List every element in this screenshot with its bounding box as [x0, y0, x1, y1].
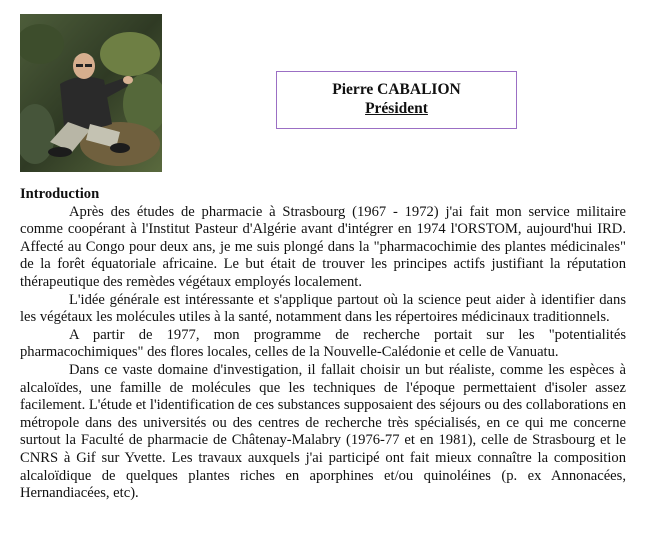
section-heading: Introduction — [20, 186, 100, 202]
paragraph-3: A partir de 1977, mon programme de recherche portait sur les "potentialités pharmacochimiques" des flores locales, celles de la Nouvelle-Calédonie et celle de Vanuatu. — [20, 326, 626, 361]
paragraph-1: Après des études de pharmacie à Strasbourg (1967 - 1972) j'ai fait mon service militaire comme coopérant à l'Institut Pasteur d'Algérie avant d'intégrer en 1974 l'ORSTOM, aujourd'hui IRD. Affecté au Congo pour deux ans, je me suis plongé dans la "pharmacochimie des plantes médicinales" de la forêt équatoriale africaine. Le but était de trouver les principes actifs justifiant la réputation thérapeutique des remèdes végétaux employés localement. — [20, 203, 626, 290]
introduction-section — [20, 186, 626, 503]
paragraph-2: L'idée générale est intéressante et s'applique partout où la science peut aider à identifier dans les végétaux les molécules utiles à la santé, notamment dans les répertoires médicinaux traditionnels. — [20, 291, 626, 326]
president-name: Pierre CABALION — [332, 81, 461, 98]
name-title-box — [276, 71, 517, 129]
paragraph-4: Dans ce vaste domaine d'investigation, il fallait choisir un but réaliste, comme les espèces à alcaloïdes, une famille de molécules que les techniques de l'époque permettaient d'isoler assez facilement. L'étude et l'identification de ces substances supposaient des séjours ou des collaborations en métropole dans des universités ou des centres de recherche très spécialisés, en ce qui me concerne surtout la Faculté de pharmacie de Châtenay-Malabry (1976-77 et en 1981), celle de Strasbourg et le CNRS à Gif sur Yvette. Les travaux auxquels j'ai participé ont fait mieux connaître la composition alcaloïdique de quelques plantes riches en aporphines et/ou quinoléines (p. ex Annonacées, Hernandiacées, etc). — [20, 361, 626, 502]
president-role: Président — [365, 100, 428, 117]
portrait-photo — [20, 14, 162, 172]
